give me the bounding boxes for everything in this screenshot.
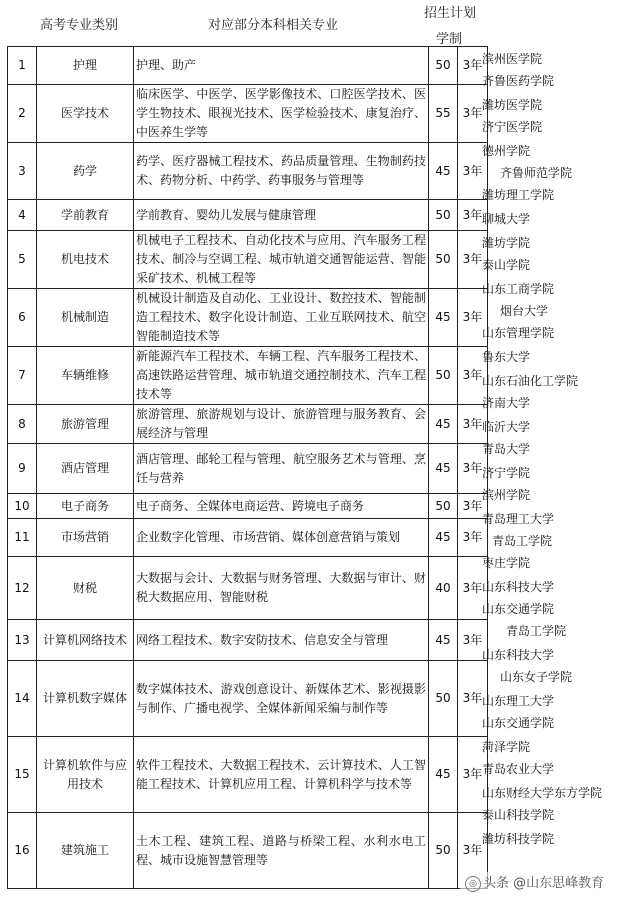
school-item: 青岛大学 bbox=[482, 442, 531, 456]
row-majors: 软件工程技术、大数据工程技术、云计算技术、人工智能工程技术、计算机应用工程、计算机科学与技术等 bbox=[134, 737, 429, 813]
row-majors: 临床医学、中医学、医学影像技术、口腔医学技术、医学生物技术、眼视光技术、医学检验技术、康复治疗、中医养生学等 bbox=[134, 85, 429, 143]
row-number: 5 bbox=[8, 231, 37, 289]
row-category: 酒店管理 bbox=[37, 444, 134, 494]
school-item: 山东交通学院 bbox=[482, 716, 555, 730]
row-number: 11 bbox=[8, 519, 37, 557]
school-item: 山东理工大学 bbox=[482, 694, 555, 708]
row-majors: 企业数字化管理、市场营销、媒体创意营销与策划 bbox=[134, 519, 429, 557]
row-number: 13 bbox=[8, 620, 37, 661]
row-duration: 3年 bbox=[458, 47, 488, 85]
row-majors: 机械设计制造及自动化、工业设计、数控技术、智能制造工程技术、数字化设计制造、工业互联网技术、航空智能制造技术等 bbox=[134, 289, 429, 347]
row-category: 护理 bbox=[37, 47, 134, 85]
row-duration: 3年 bbox=[458, 444, 488, 494]
school-item: 齐鲁医药学院 bbox=[482, 74, 555, 88]
header-plan: 招生计划 bbox=[424, 6, 477, 21]
row-plan: 50 bbox=[429, 661, 458, 737]
table-row bbox=[8, 347, 488, 405]
logo-icon: ◎ bbox=[465, 876, 481, 892]
table-row bbox=[8, 143, 488, 200]
row-plan: 45 bbox=[429, 737, 458, 813]
table-row bbox=[8, 557, 488, 620]
row-category: 电子商务 bbox=[37, 494, 134, 519]
row-category: 车辆维修 bbox=[37, 347, 134, 405]
school-item: 泰山科技学院 bbox=[482, 808, 555, 822]
row-category: 建筑施工 bbox=[37, 813, 134, 889]
row-majors: 新能源汽车工程技术、车辆工程、汽车服务工程技术、高速铁路运营管理、城市轨道交通控制技术、汽车工程技术等 bbox=[134, 347, 429, 405]
school-item: 济宁学院 bbox=[482, 466, 531, 480]
school-item: 山东工商学院 bbox=[482, 282, 555, 296]
watermark bbox=[460, 872, 607, 892]
row-duration: 3年 bbox=[458, 661, 488, 737]
table-row bbox=[8, 444, 488, 494]
school-item: 滨州医学院 bbox=[482, 52, 543, 66]
row-category: 市场营销 bbox=[37, 519, 134, 557]
school-item: 山东科技大学 bbox=[482, 580, 555, 594]
school-item: 德州学院 bbox=[482, 144, 531, 158]
school-item: 泰山学院 bbox=[482, 258, 531, 272]
row-category: 学前教育 bbox=[37, 200, 134, 231]
row-plan: 45 bbox=[429, 519, 458, 557]
row-plan: 50 bbox=[429, 494, 458, 519]
row-category: 计算机网络技术 bbox=[37, 620, 134, 661]
row-number: 8 bbox=[8, 405, 37, 444]
row-duration: 3年 bbox=[458, 494, 488, 519]
school-item: 潍坊理工学院 bbox=[482, 188, 555, 202]
table-row bbox=[8, 231, 488, 289]
row-plan: 45 bbox=[429, 620, 458, 661]
table-row bbox=[8, 813, 488, 889]
row-duration: 3年 bbox=[458, 289, 488, 347]
school-item: 山东科技大学 bbox=[482, 648, 555, 662]
row-category: 财税 bbox=[37, 557, 134, 620]
row-category: 计算机软件与应用技术 bbox=[37, 737, 134, 813]
school-item: 济宁医学院 bbox=[482, 120, 543, 134]
school-item: 菏泽学院 bbox=[482, 740, 531, 754]
school-item: 青岛工学院 bbox=[506, 624, 567, 638]
row-majors: 土木工程、建筑工程、道路与桥梁工程、水利水电工程、城市设施智慧管理等 bbox=[134, 813, 429, 889]
school-item: 鲁东大学 bbox=[482, 350, 531, 364]
row-majors: 网络工程技术、数字安防技术、信息安全与管理 bbox=[134, 620, 429, 661]
row-duration: 3年 bbox=[458, 813, 488, 889]
watermark-text: 头条 @山东思峰教育 bbox=[483, 876, 605, 891]
row-duration: 3年 bbox=[458, 557, 488, 620]
table-row bbox=[8, 289, 488, 347]
table-row bbox=[8, 737, 488, 813]
row-duration: 3年 bbox=[458, 85, 488, 143]
row-number: 3 bbox=[8, 143, 37, 200]
row-majors: 大数据与会计、大数据与财务管理、大数据与审计、财税大数据应用、智能财税 bbox=[134, 557, 429, 620]
header-duration: 学制 bbox=[436, 32, 463, 47]
row-majors: 电子商务、全媒体电商运营、跨境电子商务 bbox=[134, 494, 429, 519]
row-number: 12 bbox=[8, 557, 37, 620]
row-plan: 45 bbox=[429, 444, 458, 494]
row-duration: 3年 bbox=[458, 620, 488, 661]
row-category: 药学 bbox=[37, 143, 134, 200]
row-majors: 药学、医疗器械工程技术、药品质量管理、生物制药技术、药物分析、中药学、药事服务与管理等 bbox=[134, 143, 429, 200]
school-item: 山东石油化工学院 bbox=[482, 374, 579, 388]
row-number: 15 bbox=[8, 737, 37, 813]
row-duration: 3年 bbox=[458, 143, 488, 200]
school-item: 山东女子学院 bbox=[500, 670, 573, 684]
row-plan: 50 bbox=[429, 200, 458, 231]
row-number: 14 bbox=[8, 661, 37, 737]
majors-table bbox=[7, 46, 488, 889]
school-item: 山东财经大学东方学院 bbox=[482, 786, 603, 800]
row-majors: 旅游管理、旅游规划与设计、旅游管理与服务教育、会展经济与管理 bbox=[134, 405, 429, 444]
table-row bbox=[8, 661, 488, 737]
row-duration: 3年 bbox=[458, 737, 488, 813]
row-plan: 50 bbox=[429, 813, 458, 889]
row-number: 2 bbox=[8, 85, 37, 143]
row-category: 医学技术 bbox=[37, 85, 134, 143]
table-row bbox=[8, 620, 488, 661]
header-category: 高考专业类别 bbox=[40, 18, 119, 33]
row-duration: 3年 bbox=[458, 405, 488, 444]
school-item: 济南大学 bbox=[482, 396, 531, 410]
school-item: 青岛工学院 bbox=[492, 534, 553, 548]
school-item: 滨州学院 bbox=[482, 488, 531, 502]
row-majors: 数字媒体技术、游戏创意设计、新媒体艺术、影视摄影与制作、广播电视学、全媒体新闻采编与制作等 bbox=[134, 661, 429, 737]
row-number: 9 bbox=[8, 444, 37, 494]
row-number: 7 bbox=[8, 347, 37, 405]
row-number: 10 bbox=[8, 494, 37, 519]
row-duration: 3年 bbox=[458, 200, 488, 231]
row-number: 4 bbox=[8, 200, 37, 231]
row-majors: 学前教育、婴幼儿发展与健康管理 bbox=[134, 200, 429, 231]
row-majors: 酒店管理、邮轮工程与管理、航空服务艺术与管理、烹饪与营养 bbox=[134, 444, 429, 494]
row-duration: 3年 bbox=[458, 519, 488, 557]
school-item: 临沂大学 bbox=[482, 420, 531, 434]
school-item: 枣庄学院 bbox=[482, 556, 531, 570]
row-number: 16 bbox=[8, 813, 37, 889]
table-row bbox=[8, 519, 488, 557]
school-item: 潍坊医学院 bbox=[482, 98, 543, 112]
school-item: 青岛农业大学 bbox=[482, 762, 555, 776]
row-plan: 45 bbox=[429, 289, 458, 347]
row-plan: 50 bbox=[429, 231, 458, 289]
row-majors: 机械电子工程技术、自动化技术与应用、汽车服务工程技术、制冷与空调工程、城市轨道交通智能运营、智能采矿技术、机械工程等 bbox=[134, 231, 429, 289]
school-item: 齐鲁师范学院 bbox=[500, 166, 573, 180]
school-item: 潍坊科技学院 bbox=[482, 832, 555, 846]
row-category: 机电技术 bbox=[37, 231, 134, 289]
row-category: 计算机数字媒体 bbox=[37, 661, 134, 737]
row-plan: 40 bbox=[429, 557, 458, 620]
row-duration: 3年 bbox=[458, 347, 488, 405]
school-item: 烟台大学 bbox=[500, 304, 549, 318]
table-row bbox=[8, 405, 488, 444]
row-category: 旅游管理 bbox=[37, 405, 134, 444]
row-plan: 50 bbox=[429, 47, 458, 85]
row-number: 1 bbox=[8, 47, 37, 85]
school-item: 山东交通学院 bbox=[482, 602, 555, 616]
school-item: 潍坊学院 bbox=[482, 236, 531, 250]
table-row bbox=[8, 47, 488, 85]
row-category: 机械制造 bbox=[37, 289, 134, 347]
header-related-majors: 对应部分本科相关专业 bbox=[208, 18, 339, 33]
school-item: 聊城大学 bbox=[482, 212, 531, 226]
row-plan: 55 bbox=[429, 85, 458, 143]
row-plan: 45 bbox=[429, 405, 458, 444]
school-item: 青岛理工大学 bbox=[482, 512, 555, 526]
row-duration: 3年 bbox=[458, 231, 488, 289]
table-row bbox=[8, 200, 488, 231]
row-plan: 50 bbox=[429, 347, 458, 405]
table-row bbox=[8, 85, 488, 143]
row-plan: 45 bbox=[429, 143, 458, 200]
row-majors: 护理、助产 bbox=[134, 47, 429, 85]
row-number: 6 bbox=[8, 289, 37, 347]
table-row bbox=[8, 494, 488, 519]
school-item: 山东管理学院 bbox=[482, 326, 555, 340]
